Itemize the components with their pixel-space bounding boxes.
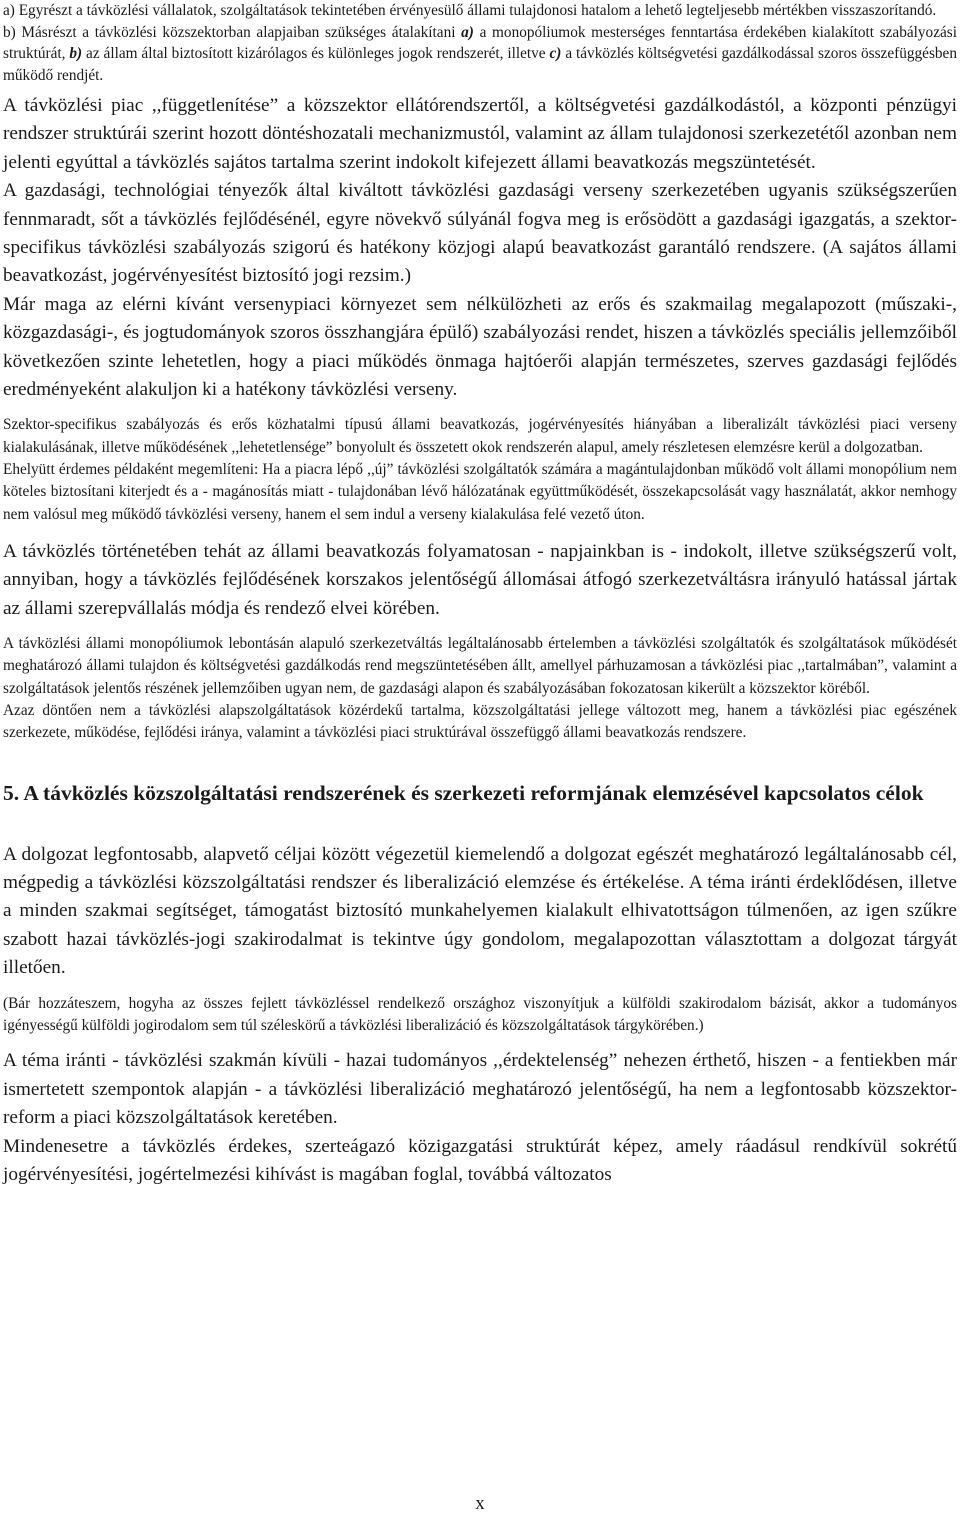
paragraph-complex-structure: Mindenesetre a távközlés érdekes, szerteágazó közigazgatási struktúrát képez, amely ráadásul rendkívül sokrétű jogérvényesítési, jogértelmezési kihívást is magában foglal, továbbá változatos: [3, 1135, 957, 1185]
paragraph-example: Ehelyütt érdemes példaként megemlíteni: Ha a piacra lépő ,,új” távközlési szolgáltatók számára a magántulajdonban működő volt állami monopólium nem köteles biztosítani kiterjedt és a - magánosítás miatt - tulajdonában lévő hálózatának együttműködését, összekapcsolását vagy használatát, akkor nemhogy nem valósul meg működő távközlési verseny, hanem el sem indul a verseny kialakulása felé vezető úton.: [3, 461, 957, 523]
marker-a: a): [461, 23, 474, 41]
page-number: x: [475, 1493, 485, 1514]
intro-b-a-text: a monopóliumok mesterséges fenntartása érdekében kialakított szabályozási struktúrát,: [3, 23, 957, 62]
intro-b-c-text: a távközlés költségvetési gazdálkodással szoros összefüggésben működő rendjét.: [3, 45, 957, 84]
document-page: [3, 0, 957, 1189]
intro-b-b-text: az állam által biztosított kizárólagos és különleges jogok rendszerét, illetve: [82, 45, 550, 62]
marker-c: c): [549, 45, 562, 62]
intro-b-prefix: b) Másrészt a távközlési közszektorban alapjaiban szükséges átalakítani: [3, 23, 462, 41]
intro-point-a: a) Egyrészt a távközlési vállalatok, szolgáltatások tekintetében érvényesülő állami tulajdonosi hatalom a lehető legteljesebb mértékben visszaszorítandó.: [3, 2, 937, 19]
section-heading: 5. A távközlés közszolgáltatási rendszerének és szerkezeti reformjának elemzésével kapcsolatos célok: [3, 780, 924, 805]
paragraph-sector-specific: Szektor-specifikus szabályozás és erős közhatalmi típusú állami beavatkozás, jogérvényesítés hiányában a liberalizált távközlési piaci verseny kialakulásának, illetve működésének ,,lehetetlensége” bonyolult és összetett okok rendszerén alapul, amely részletesen elemzésre kerül a dolgozatban.: [3, 416, 957, 456]
paragraph-state-intervention: A távközlés történetében tehát az állami beavatkozás folyamatosan - napjainkban is - indokolt, illetve szükségszerű volt, annyiban, hogy a távközlés fejlődésének korszakos jelentőségű állomásai átfogó szerkezetváltásra irányuló hatással jártak az állami szerepvállalás módja és rendező elvei körében.: [3, 540, 957, 619]
paragraph-monopoly-dismantling: A távközlési állami monopóliumok lebontásán alapuló szerkezetváltás legáltalánosabb értelemben a távközlési szolgáltatók és szolgáltatások működését meghatározó állami tulajdon és költségvetési gazdálkodás rend megszüntetésében állt, amellyel párhuzamosan a távközlési piac ,,tartalmában”, valamint a szolgáltatások jelentős részének jellemzőiben ugyan nem, de gazdasági alapon és szabályozásában fokozatosan kikerült a közszektor köréből.: [3, 635, 957, 697]
paragraph-foreign-literature: (Bár hozzáteszem, hogyha az összes fejlett távközléssel rendelkező országhoz viszonyítjuk a külföldi szakirodalom bázisát, akkor a tudományos igényességű külföldi jogirodalom sem túl széleskörű a távközlési liberalizáció és közszolgáltatások tárgykörében.): [3, 994, 957, 1034]
intro-point-b: [3, 22, 957, 87]
paragraph-economic-governance: A gazdasági, technológiai tényezők által kiváltott távközlési gazdasági verseny szerkezetében ugyanis szükségszerűen fennmaradt, sőt a távközlés fejlődésénél, egyre növekvő súlyánál fogva meg is erősödött a gazdasági igazgatás, a szektor-specifikus távközlési szabályozás szigorú és hatékony közjogi alapú beavatkozást garantáló rendszere. (A sajátos állami beavatkozást, jogérvényesítést biztosító jogi rezsim.): [3, 180, 957, 287]
paragraph-goals: A dolgozat legfontosabb, alapvető céljai között végezetül kiemelendő a dolgozat egészét meghatározó legáltalánosabb cél, mégpedig a távközlési közszolgáltatási rendszer és liberalizáció elemzése és értékelése. A téma iránti érdeklődésen, illetve a minden szakmai segítséget, támogatást biztosító munkahelyemen kialakult elhivatottságon túlmenően, az igen szűkre szabott hazai távközlés-jogi szakirodalmat is tekintve úgy gondolom, megalapozottan választottam a dolgozat tárgyát illetően.: [3, 843, 957, 979]
paragraph-structure-change: Azaz döntően nem a távközlési alapszolgáltatások közérdekű tartalma, közszolgáltatási jellege változott meg, hanem a távközlési piac egészének szerkezete, működése, fejlődési iránya, valamint a távközlési piaci struktúrával összefüggő állami beavatkozás rendszere.: [3, 702, 957, 742]
paragraph-independence: A távközlési piac ,,függetlenítése” a közszektor ellátórendszertől, a költségvetési gazdálkodástól, a központi pénzügyi rendszer struktúrái szerint hozott döntéshozatali mechanizmustól, valamint az állam tulajdonosi szerkezetétől azonban nem jelenti egyúttal a távközlés sajátos tartalma szerint indokolt kifejezett állami beavatkozás megszüntetését.: [3, 95, 957, 173]
paragraph-scientific-interest: A téma iránti - távközlési szakmán kívüli - hazai tudományos ,,érdektelenség” nehezen érthető, hiszen - a fentiekben már ismertetett szempontok alapján - a távközlési liberalizáció meghatározó jelentőségű, ha nem a legfontosabb közszektor-reform a piaci közszolgáltatások keretében.: [3, 1050, 957, 1129]
paragraph-regulatory-order: Már maga az elérni kívánt versenypiaci környezet sem nélkülözheti az erős és szakmailag megalapozott (műszaki-, közgazdasági-, és jogtudományok szoros összhangjára épülő) szabályozási rendet, hiszen a távközlés speciális jellemzőiből következően szinte lehetetlen, hogy a piaci működés önmaga hajtóerői alapján természetes, szerves gazdasági fejlődés eredményeként alakuljon ki a hatékony távközlési verseny.: [3, 293, 957, 401]
marker-b: b): [69, 45, 83, 62]
